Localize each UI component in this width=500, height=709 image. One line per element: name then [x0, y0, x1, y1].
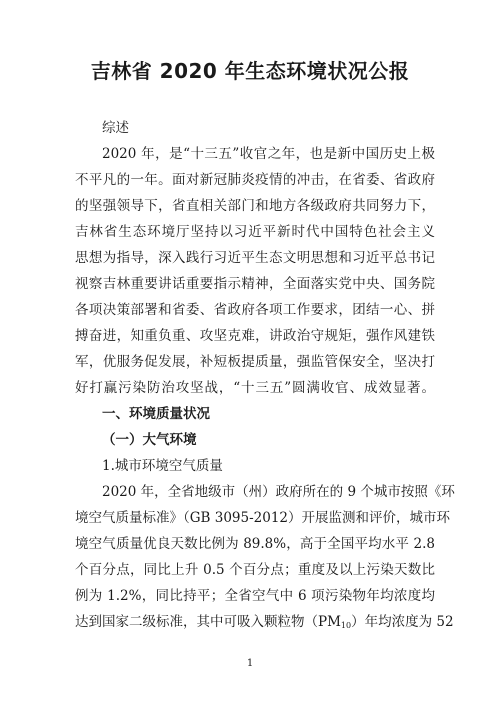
overview-heading: 综述 — [102, 120, 129, 136]
overview-line-10: 好打赢污染防治攻坚战，“十三五”圆满收官、成效显著。 — [75, 380, 435, 396]
item-1-line-6-prefix: 达到国家二级标准，其中可吸入颗粒物（PM — [75, 614, 341, 630]
item-1-line-2: 境空气质量标准》（GB 3095-2012）开展监测和评价，城市环 — [75, 510, 451, 526]
document-title: 吉林省 2020 年生态环境状况公报 — [90, 59, 410, 83]
section-1-1-heading: （一）大气环境 — [102, 432, 197, 448]
overview-line-5: 思想为指导，深入践行习近平生态文明思想和习近平总书记 — [75, 250, 435, 266]
item-1-line-3: 境空气质量优良天数比例为 89.8%，高于全国平均水平 2.8 — [75, 536, 435, 552]
overview-line-2: 不平凡的一年。面对新冠肺炎疫情的冲击，在省委、省政府 — [75, 172, 435, 188]
item-1-line-6 — [75, 609, 454, 635]
overview-line-1: 2020 年，是“十三五”收官之年，也是新中国历史上极 — [102, 146, 435, 162]
overview-line-6: 视察吉林重要讲话重要指示精神，全面落实党中央、国务院 — [75, 276, 435, 292]
overview-line-8: 搏奋进，知重负重、攻坚克难，讲政治守规矩，强作风建铁 — [75, 328, 435, 344]
overview-line-7: 各项决策部署和省委、省政府各项工作要求，团结一心、拼 — [75, 302, 435, 318]
item-1-line-6-suffix: ）年均浓度为 52 — [351, 614, 454, 630]
document-body — [75, 115, 455, 635]
page-number: 1 — [246, 658, 254, 669]
section-1-heading: 一、环境质量状况 — [102, 406, 210, 422]
overview-line-9: 军，优服务促发展，补短板提质量，强监管保安全，坚决打 — [75, 354, 435, 370]
overview-line-4: 吉林省生态环境厅坚持以习近平新时代中国特色社会主义 — [75, 224, 435, 240]
overview-line-3: 的坚强领导下，省直相关部门和地方各级政府共同努力下， — [75, 198, 435, 214]
pm10-subscript: 10 — [340, 621, 352, 630]
item-1-heading: 1.城市环境空气质量 — [102, 458, 223, 474]
item-1-line-1: 2020 年，全省地级市（州）政府所在的 9 个城市按照《环 — [102, 484, 455, 500]
item-1-line-5: 例为 1.2%，同比持平；全省空气中 6 项污染物年均浓度均 — [75, 588, 435, 604]
item-1-line-4: 个百分点，同比上升 0.5 个百分点；重度及以上污染天数比 — [75, 562, 435, 578]
